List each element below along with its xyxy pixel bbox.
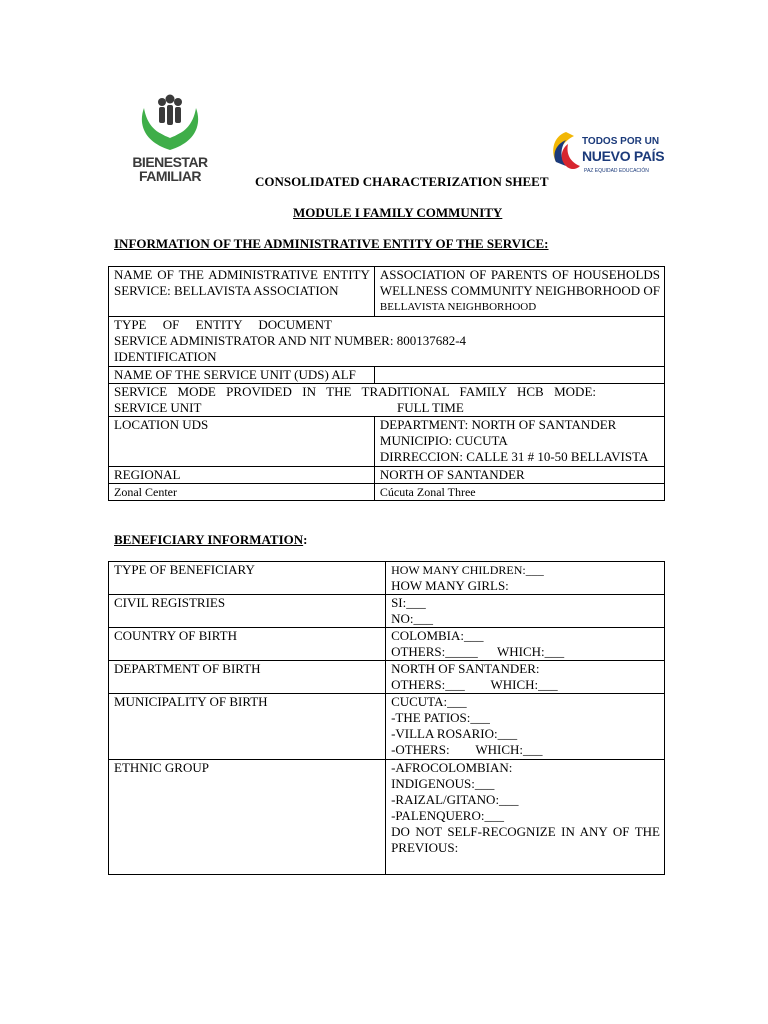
- document-title: CONSOLIDATED CHARACTERIZATION SHEET: [255, 174, 549, 189]
- cell-text: HOW MANY CHILDREN:___: [391, 563, 544, 577]
- table-cell-label: ETHNIC GROUP: [109, 760, 386, 875]
- cell-text: MUNICIPIO: CUCUTA: [379, 433, 508, 448]
- table-cell-label: COUNTRY OF BIRTH: [109, 628, 386, 661]
- table-row: [109, 562, 665, 595]
- cell-text: SI:___: [391, 595, 426, 610]
- cell-text: NAME OF THE ADMINISTRATIVE ENTITY: [114, 267, 370, 282]
- table-cell-value: [374, 267, 664, 317]
- table-row: [109, 367, 665, 384]
- section-title-admin: INFORMATION OF THE ADMINISTRATIVE ENTITY OF THE SERVICE:: [114, 236, 549, 251]
- cell-text: INDIGENOUS:___: [391, 776, 495, 791]
- cell-text: DO NOT SELF-RECOGNIZE IN ANY OF THE: [391, 824, 660, 839]
- cell-text: COLOMBIA:___: [391, 628, 484, 643]
- table-row: [109, 317, 665, 367]
- cell-text: -VILLA ROSARIO:___: [391, 726, 518, 741]
- logo-text-familiar: FAMILIAR: [138, 168, 202, 184]
- cell-text: DEPARTMENT: NORTH OF SANTANDER: [379, 417, 617, 432]
- section-title-text: BENEFICIARY INFORMATION: [114, 532, 304, 547]
- table-row: [109, 628, 665, 661]
- cell-text: SERVICE MODE PROVIDED IN THE TRADITIONAL FAMILY HCB MODE:: [114, 384, 596, 399]
- table-cell-label: REGIONAL: [109, 467, 375, 484]
- cell-text: NO:___: [391, 611, 433, 626]
- table-cell-merged: [109, 384, 665, 417]
- cell-text: WELLNESS COMMUNITY NEIGHBORHOOD OF: [379, 283, 660, 298]
- cell-text: -PALENQUERO:___: [391, 808, 504, 823]
- cell-text: SERVICE: BELLAVISTA ASSOCIATION: [114, 283, 339, 298]
- logo-text-nuevo-pais: NUEVO PAÍS: [582, 148, 665, 164]
- module-title: MODULE I FAMILY COMMUNITY: [293, 205, 503, 220]
- section-title-beneficiary: [114, 532, 307, 548]
- cell-text: FULL TIME: [397, 400, 464, 415]
- logo-text-bienestar: BIENESTAR: [132, 154, 208, 170]
- table-cell-label: MUNICIPALITY OF BIRTH: [109, 694, 386, 760]
- admin-entity-table: [108, 266, 665, 501]
- table-cell-value: [386, 661, 665, 694]
- table-cell-label: CIVIL REGISTRIES: [109, 595, 386, 628]
- table-cell-value: [374, 417, 664, 467]
- table-cell-label: DEPARTMENT OF BIRTH: [109, 661, 386, 694]
- table-cell-value: [386, 760, 665, 875]
- table-row: [109, 484, 665, 501]
- family-hands-icon: [114, 94, 226, 156]
- table-cell-label: [109, 267, 375, 317]
- logo-text-todos: TODOS POR UN: [582, 136, 660, 147]
- table-row: [109, 417, 665, 467]
- table-cell-merged: [109, 317, 665, 367]
- colombia-flag-swirl-icon: [548, 128, 582, 178]
- cell-text: SERVICE UNIT: [114, 400, 202, 415]
- table-cell-value: [386, 562, 665, 595]
- nuevo-pais-logo: [548, 128, 665, 178]
- cell-text: OTHERS:___ WHICH:___: [391, 677, 558, 692]
- table-cell-label: LOCATION UDS: [109, 417, 375, 467]
- cell-text: -AFROCOLOMBIAN:: [391, 760, 513, 775]
- table-row: [109, 661, 665, 694]
- cell-text: IDENTIFICATION: [114, 349, 217, 364]
- cell-text: OTHERS:_____ WHICH:___: [391, 644, 565, 659]
- cell-text: BELLAVISTA NEIGHBORHOOD: [379, 301, 537, 313]
- table-cell-value: [386, 694, 665, 760]
- cell-text: CUCUTA:___: [391, 694, 467, 709]
- table-cell-value: [374, 367, 664, 384]
- cell-text: NORTH OF SANTANDER:: [391, 661, 540, 676]
- table-cell-value: [386, 595, 665, 628]
- table-cell-label: Zonal Center: [109, 484, 375, 501]
- section-title-colon: :: [303, 532, 308, 547]
- cell-text: HOW MANY GIRLS:: [391, 578, 509, 593]
- table-cell-value: [386, 628, 665, 661]
- cell-text: PREVIOUS:: [391, 840, 459, 855]
- cell-text: DIRRECCION: CALLE 31 # 10-50 BELLAVISTA: [379, 449, 649, 464]
- cell-text: -THE PATIOS:___: [391, 710, 490, 725]
- table-cell-label: NAME OF THE SERVICE UNIT (UDS) ALF: [109, 367, 375, 384]
- table-row: [109, 595, 665, 628]
- cell-text: -RAIZAL/GITANO:___: [391, 792, 519, 807]
- bienestar-familiar-logo: [114, 94, 226, 186]
- table-row: [109, 267, 665, 317]
- table-cell-value: Cúcuta Zonal Three: [374, 484, 664, 501]
- cell-text: -OTHERS: WHICH:___: [391, 742, 543, 757]
- table-row: [109, 760, 665, 875]
- table-row: [109, 694, 665, 760]
- cell-text: TYPE OF ENTITY DOCUMENT: [114, 317, 332, 332]
- logo-text-motto: PAZ EQUIDAD EDUCACIÓN: [584, 168, 649, 174]
- table-cell-label: TYPE OF BENEFICIARY: [109, 562, 386, 595]
- beneficiary-table: [108, 561, 665, 875]
- cell-text: SERVICE ADMINISTRATOR AND NIT NUMBER: 800137682-4: [114, 333, 467, 348]
- cell-text: ASSOCIATION OF PARENTS OF HOUSEHOLDS: [379, 267, 660, 282]
- table-row: [109, 467, 665, 484]
- table-row: [109, 384, 665, 417]
- table-cell-value: NORTH OF SANTANDER: [374, 467, 664, 484]
